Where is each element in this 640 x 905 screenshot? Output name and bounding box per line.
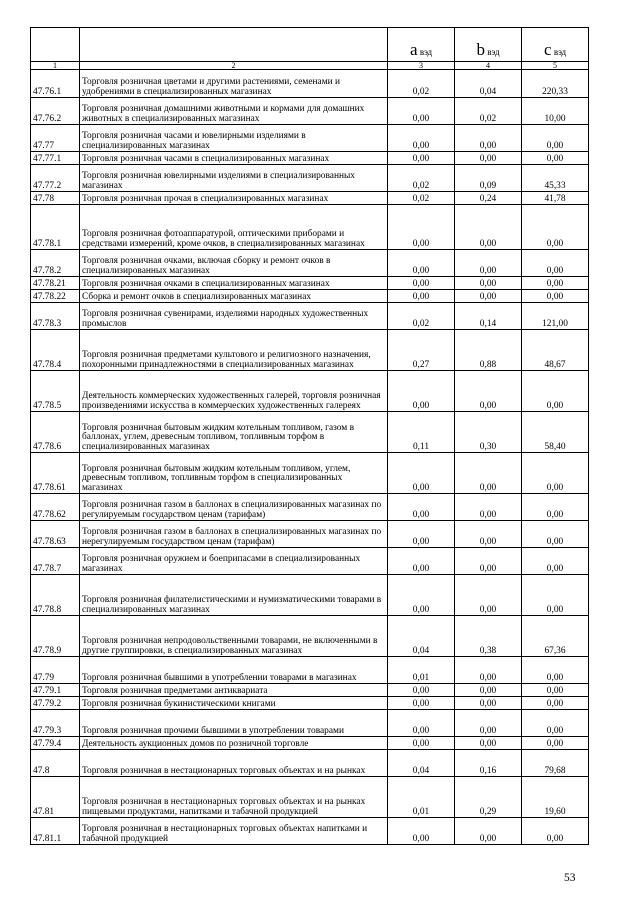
value-a-cell: 0,00 xyxy=(388,575,455,616)
value-a-cell: 0,00 xyxy=(388,250,455,277)
table-row xyxy=(31,453,589,494)
value-c-cell: 10,00 xyxy=(522,98,589,125)
column-number: 2 xyxy=(80,62,388,70)
value-c-cell: 48,67 xyxy=(522,330,589,371)
header-row xyxy=(31,28,589,62)
value-c-cell: 0,00 xyxy=(522,205,589,250)
value-a-cell: 0,04 xyxy=(388,750,455,777)
value-b-cell: 0,00 xyxy=(455,697,522,710)
value-a-cell: 0,02 xyxy=(388,165,455,192)
activity-name-cell: Торговля розничная очками в специализированных магазинах xyxy=(80,277,388,290)
column-number: 3 xyxy=(388,62,455,70)
value-b-cell: 0,29 xyxy=(455,777,522,818)
code-cell: 47.79.4 xyxy=(31,737,80,750)
value-c-cell: 0,00 xyxy=(522,277,589,290)
value-b-cell: 0,00 xyxy=(455,125,522,152)
table-row xyxy=(31,290,589,303)
code-cell: 47.79 xyxy=(31,657,80,684)
table-row xyxy=(31,371,589,412)
value-a-cell: 0,01 xyxy=(388,777,455,818)
value-a-cell: 0,00 xyxy=(388,290,455,303)
activity-name-cell: Торговля розничная в нестационарных торговых объектах и на рынках xyxy=(80,750,388,777)
code-cell: 47.81.1 xyxy=(31,818,80,845)
header-symbol-c: c xyxy=(543,39,552,59)
value-c-cell: 0,00 xyxy=(522,548,589,575)
column-number: 4 xyxy=(455,62,522,70)
activity-name-cell: Торговля розничная часами в специализированных магазинах xyxy=(80,152,388,165)
value-b-cell: 0,00 xyxy=(455,290,522,303)
code-cell: 47.76.1 xyxy=(31,70,80,98)
table-body xyxy=(31,28,589,845)
value-b-cell: 0,00 xyxy=(455,657,522,684)
value-a-cell: 0,00 xyxy=(388,684,455,697)
header-subscript-b: вэд xyxy=(487,46,500,57)
value-c-cell: 0,00 xyxy=(522,125,589,152)
code-cell: 47.78.9 xyxy=(31,616,80,657)
activity-name-cell: Торговля розничная непродовольственными товарами, не включенными в другие группировки, в специализированных магазинах xyxy=(80,616,388,657)
activity-name-cell: Торговля розничная в нестационарных торговых объектах напитками и табачной продукцией xyxy=(80,818,388,845)
activity-name-cell: Торговля розничная прочими бывшими в употреблении товарами xyxy=(80,710,388,737)
code-cell: 47.81 xyxy=(31,777,80,818)
value-b-cell: 0,00 xyxy=(455,205,522,250)
value-a-cell: 0,04 xyxy=(388,616,455,657)
activity-name-cell: Торговля розничная фотоаппаратурой, оптическими приборами и средствами измерений, кроме очков, в специализированных магазинах xyxy=(80,205,388,250)
value-b-cell: 0,02 xyxy=(455,98,522,125)
code-cell: 47.77.1 xyxy=(31,152,80,165)
code-cell: 47.79.3 xyxy=(31,710,80,737)
activity-name-cell: Торговля розничная бывшими в употреблении товарами в магазинах xyxy=(80,657,388,684)
activity-name-cell: Торговля розничная цветами и другими растениями, семенами и удобрениями в специализированных магазинах xyxy=(80,70,388,98)
code-cell: 47.78.5 xyxy=(31,371,80,412)
value-a-cell: 0,00 xyxy=(388,277,455,290)
value-b-cell: 0,16 xyxy=(455,750,522,777)
value-c-cell: 220,33 xyxy=(522,70,589,98)
table-row xyxy=(31,710,589,737)
code-cell: 47.77 xyxy=(31,125,80,152)
value-b-cell: 0,00 xyxy=(455,710,522,737)
value-b-cell: 0,00 xyxy=(455,250,522,277)
value-c-cell: 0,00 xyxy=(522,657,589,684)
code-cell: 47.78.8 xyxy=(31,575,80,616)
value-b-cell: 0,00 xyxy=(455,548,522,575)
value-c-cell: 0,00 xyxy=(522,494,589,521)
value-c-cell: 45,33 xyxy=(522,165,589,192)
activity-name-cell: Торговля розничная в нестационарных торговых объектах и на рынках пищевыми продуктами, напитками и табачной продукцией xyxy=(80,777,388,818)
code-cell: 47.78.21 xyxy=(31,277,80,290)
code-cell: 47.78.4 xyxy=(31,330,80,371)
value-a-cell: 0,00 xyxy=(388,737,455,750)
activity-name-cell: Торговля розничная часами и ювелирными изделиями в специализированных магазинах xyxy=(80,125,388,152)
code-cell: 47.77.2 xyxy=(31,165,80,192)
value-c-cell: 121,00 xyxy=(522,303,589,330)
value-a-cell: 0,02 xyxy=(388,192,455,205)
code-cell: 47.78.2 xyxy=(31,250,80,277)
value-a-cell: 0,00 xyxy=(388,548,455,575)
table-row xyxy=(31,494,589,521)
value-b-cell: 0,00 xyxy=(455,575,522,616)
value-b-cell: 0,00 xyxy=(455,684,522,697)
value-b-cell: 0,00 xyxy=(455,521,522,548)
column-number: 5 xyxy=(522,62,589,70)
code-cell: 47.8 xyxy=(31,750,80,777)
code-cell: 47.78.63 xyxy=(31,521,80,548)
value-b-cell: 0,00 xyxy=(455,453,522,494)
table-row xyxy=(31,165,589,192)
value-c-cell: 0,00 xyxy=(522,152,589,165)
header-cell-c xyxy=(522,28,589,62)
code-cell: 47.78.3 xyxy=(31,303,80,330)
value-b-cell: 0,00 xyxy=(455,494,522,521)
table-row xyxy=(31,152,589,165)
code-cell: 47.76.2 xyxy=(31,98,80,125)
table-row xyxy=(31,250,589,277)
table-row xyxy=(31,205,589,250)
value-c-cell: 19,60 xyxy=(522,777,589,818)
code-cell: 47.78 xyxy=(31,192,80,205)
column-number: 1 xyxy=(31,62,80,70)
table-row xyxy=(31,330,589,371)
value-c-cell: 0,00 xyxy=(522,371,589,412)
header-cell-name xyxy=(80,28,388,62)
value-c-cell: 0,00 xyxy=(522,575,589,616)
value-c-cell: 0,00 xyxy=(522,818,589,845)
activity-name-cell: Торговля розничная прочая в специализированных магазинах xyxy=(80,192,388,205)
value-c-cell: 0,00 xyxy=(522,684,589,697)
activity-name-cell: Торговля розничная бытовым жидким котельным топливом, углем, древесным топливом, топливным торфом в специализированных магазинах xyxy=(80,453,388,494)
activity-name-cell: Торговля розничная бытовым жидким котельным топливом, газом в баллонах, углем, древесным топливом, топливным торфом в специализированных магазинах xyxy=(80,412,388,453)
activity-name-cell: Сборка и ремонт очков в специализированных магазинах xyxy=(80,290,388,303)
activity-name-cell: Деятельность коммерческих художественных галерей, торговля розничная произведениями искусства в коммерческих художественных галереях xyxy=(80,371,388,412)
code-cell: 47.78.1 xyxy=(31,205,80,250)
value-c-cell: 0,00 xyxy=(522,250,589,277)
value-b-cell: 0,04 xyxy=(455,70,522,98)
page-number: 53 xyxy=(564,872,576,884)
activity-name-cell: Торговля розничная филателистическими и нумизматическими товарами в специализированных магазинах xyxy=(80,575,388,616)
activity-name-cell: Торговля розничная очками, включая сборку и ремонт очков в специализированных магазинах xyxy=(80,250,388,277)
header-symbol-b: b xyxy=(476,39,485,59)
table-row xyxy=(31,575,589,616)
header-cell-code xyxy=(31,28,80,62)
activity-name-cell: Торговля розничная газом в баллонах в специализированных магазинах по регулируемым государством ценам (тарифам) xyxy=(80,494,388,521)
value-a-cell: 0,00 xyxy=(388,818,455,845)
table-row xyxy=(31,303,589,330)
value-b-cell: 0,00 xyxy=(455,277,522,290)
value-b-cell: 0,24 xyxy=(455,192,522,205)
value-a-cell: 0,01 xyxy=(388,657,455,684)
header-subscript-a: вэд xyxy=(419,46,433,57)
value-a-cell: 0,00 xyxy=(388,371,455,412)
value-a-cell: 0,00 xyxy=(388,453,455,494)
value-a-cell: 0,00 xyxy=(388,98,455,125)
table-row xyxy=(31,657,589,684)
header-cell-a xyxy=(388,28,455,62)
table-row xyxy=(31,125,589,152)
header-cell-b xyxy=(455,28,522,62)
value-a-cell: 0,27 xyxy=(388,330,455,371)
value-a-cell: 0,11 xyxy=(388,412,455,453)
table-row xyxy=(31,818,589,845)
value-c-cell: 0,00 xyxy=(522,453,589,494)
value-a-cell: 0,02 xyxy=(388,303,455,330)
table-row xyxy=(31,616,589,657)
value-a-cell: 0,02 xyxy=(388,70,455,98)
value-c-cell: 0,00 xyxy=(522,521,589,548)
data-table xyxy=(30,27,589,845)
value-b-cell: 0,00 xyxy=(455,152,522,165)
value-a-cell: 0,00 xyxy=(388,521,455,548)
value-b-cell: 0,38 xyxy=(455,616,522,657)
value-b-cell: 0,09 xyxy=(455,165,522,192)
table-row xyxy=(31,750,589,777)
value-a-cell: 0,00 xyxy=(388,697,455,710)
code-cell: 47.79.1 xyxy=(31,684,80,697)
value-a-cell: 0,00 xyxy=(388,125,455,152)
activity-name-cell: Торговля розничная оружием и боеприпасами в специализированных магазинах xyxy=(80,548,388,575)
value-b-cell: 0,00 xyxy=(455,737,522,750)
table-row xyxy=(31,412,589,453)
value-b-cell: 0,14 xyxy=(455,303,522,330)
activity-name-cell: Деятельность аукционных домов по розничной торговле xyxy=(80,737,388,750)
activity-name-cell: Торговля розничная сувенирами, изделиями народных художественных промыслов xyxy=(80,303,388,330)
table-row xyxy=(31,277,589,290)
value-b-cell: 0,30 xyxy=(455,412,522,453)
column-number-row xyxy=(31,62,589,70)
activity-name-cell: Торговля розничная букинистическими книгами xyxy=(80,697,388,710)
activity-name-cell: Торговля розничная домашними животными и кормами для домашних животных в специализированных магазинах xyxy=(80,98,388,125)
activity-name-cell: Торговля розничная газом в баллонах в специализированных магазинах по нерегулируемым государством ценам (тарифам) xyxy=(80,521,388,548)
value-b-cell: 0,88 xyxy=(455,330,522,371)
value-a-cell: 0,00 xyxy=(388,205,455,250)
value-c-cell: 67,36 xyxy=(522,616,589,657)
activity-name-cell: Торговля розничная предметами антиквариата xyxy=(80,684,388,697)
code-cell: 47.78.6 xyxy=(31,412,80,453)
value-b-cell: 0,00 xyxy=(455,818,522,845)
code-cell: 47.78.62 xyxy=(31,494,80,521)
activity-name-cell: Торговля розничная ювелирными изделиями в специализированных магазинах xyxy=(80,165,388,192)
value-a-cell: 0,00 xyxy=(388,494,455,521)
value-c-cell: 0,00 xyxy=(522,290,589,303)
code-cell: 47.78.22 xyxy=(31,290,80,303)
table-row xyxy=(31,192,589,205)
value-b-cell: 0,00 xyxy=(455,371,522,412)
table-row xyxy=(31,70,589,98)
value-c-cell: 0,00 xyxy=(522,737,589,750)
code-cell: 47.78.61 xyxy=(31,453,80,494)
table-row xyxy=(31,777,589,818)
code-cell: 47.78.7 xyxy=(31,548,80,575)
code-cell: 47.79.2 xyxy=(31,697,80,710)
table-row xyxy=(31,548,589,575)
value-c-cell: 0,00 xyxy=(522,710,589,737)
header-subscript-c: вэд xyxy=(553,46,567,57)
activity-name-cell: Торговля розничная предметами культового и религиозного назначения, похоронными принадлежностями в специализированных магазинах xyxy=(80,330,388,371)
value-c-cell: 41,78 xyxy=(522,192,589,205)
value-a-cell: 0,00 xyxy=(388,710,455,737)
value-a-cell: 0,00 xyxy=(388,152,455,165)
table-row xyxy=(31,684,589,697)
header-symbol-a: a xyxy=(409,39,418,59)
table-row xyxy=(31,521,589,548)
table-row xyxy=(31,697,589,710)
value-c-cell: 79,68 xyxy=(522,750,589,777)
table-row xyxy=(31,737,589,750)
value-c-cell: 0,00 xyxy=(522,697,589,710)
value-c-cell: 58,40 xyxy=(522,412,589,453)
table-row xyxy=(31,98,589,125)
